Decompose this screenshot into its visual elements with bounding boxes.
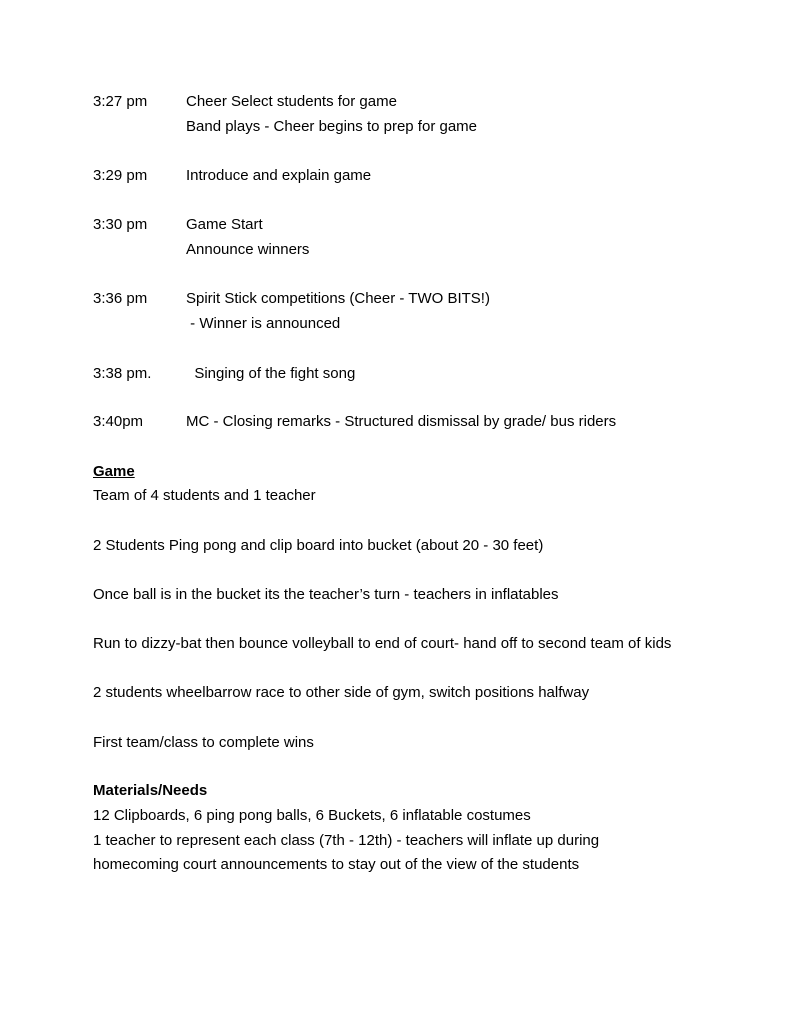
game-line: 2 Students Ping pong and clip board into bucket (about 20 - 30 feet) — [93, 537, 544, 554]
schedule-time: 3:40pm — [93, 413, 144, 430]
materials-heading: Materials/Needs — [93, 782, 208, 799]
schedule-time: 3:30 pm — [93, 216, 148, 233]
schedule-time: 3:36 pm — [93, 290, 148, 307]
materials-line: 12 Clipboards, 6 ping pong balls, 6 Buckets, 6 inflatable costumes — [93, 807, 531, 824]
schedule-line: Introduce and explain game — [186, 167, 372, 184]
game-heading: Game — [93, 463, 135, 480]
schedule-line: Cheer Select students for game — [186, 93, 397, 110]
schedule-line: Singing of the fight song — [186, 365, 356, 382]
schedule-line: Band plays - Cheer begins to prep for game — [186, 118, 477, 135]
game-line: Once ball is in the bucket its the teacher’s turn - teachers in inflatables — [93, 586, 559, 603]
materials-line: 1 teacher to represent each class (7th - 12th) - teachers will inflate up during — [93, 832, 600, 849]
game-line: 2 students wheelbarrow race to other side of gym, switch positions halfway — [93, 684, 590, 701]
schedule-time: 3:38 pm. — [93, 365, 152, 382]
schedule-line: MC - Closing remarks - Structured dismissal by grade/ bus riders — [186, 413, 617, 430]
materials-line: homecoming court announcements to stay out of the view of the students — [93, 856, 580, 873]
schedule-time: 3:27 pm — [93, 93, 148, 110]
game-line: Run to dizzy-bat then bounce volleyball to end of court- hand off to second team of kids — [93, 635, 672, 652]
schedule-line: Spirit Stick competitions (Cheer - TWO BITS!) — [186, 290, 490, 307]
schedule-line: Game Start — [186, 216, 263, 233]
game-line: First team/class to complete wins — [93, 734, 314, 751]
game-line: Team of 4 students and 1 teacher — [93, 487, 316, 504]
schedule-time: 3:29 pm — [93, 167, 148, 184]
schedule-line: Announce winners — [186, 241, 310, 258]
schedule-line: - Winner is announced — [186, 315, 341, 332]
